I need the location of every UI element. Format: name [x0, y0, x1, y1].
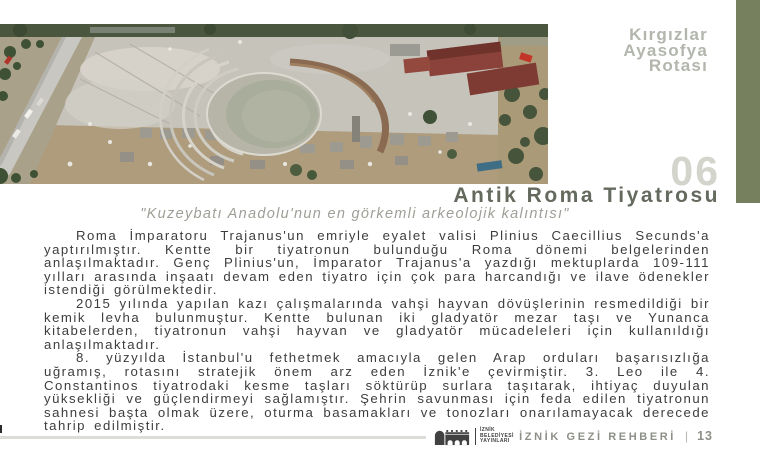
route-title-line: Kırgızlar [629, 25, 708, 44]
aerial-photo [0, 24, 548, 184]
section-quote: "Kuzeybatı Anadolu'nun en görkemli arkeolojik kalıntısı" [140, 206, 570, 222]
footer-right [519, 429, 713, 443]
footer-page-number: 13 [697, 429, 713, 443]
publisher-line: BELEDİYESİ [480, 432, 514, 439]
footer-separator: | [684, 429, 689, 443]
theatre-arena [207, 73, 321, 155]
section-heading: Antik Roma Tiyatrosu [453, 184, 720, 207]
paragraph: 2015 yılında yapılan kazı çalışmalarında vahşi hayvan dövüşlerinin resmedildiği bir kemik levha bulunmuştur. Kentte bulunan iki gladyatör mezar taşı ve Yunanca kitabelerden, tiyatronun vahşi hayvan ve gladyatör mücadeleleri için kullanıldığı anlaşılmaktadır. [44, 295, 710, 352]
paragraph: Roma İmparatoru Trajanus'un emriyle eyalet valisi Plinius Caecillius Secunds'a yaptırılmıştır. Kentte bir tiyatronun bulunduğu Roma dönemi belgelerinden anlaşılmaktadır. Genç Plinius'un, İmparator Trajanus'a yazdığı mektuplarda 109-111 yılları arasında inşaatı devam eden tiyatro için çok para harcandığı ve ilave ödenekler istendiği görülmektedir. [44, 228, 710, 298]
route-title-line: Ayasofya [623, 40, 708, 60]
iznik-gate-logo-icon [433, 426, 471, 447]
guide-title: İZNİK GEZİ REHBERİ [519, 431, 676, 443]
paragraph: 8. yüzyılda İstanbul'u fethetmek amacıyla gelen Arap orduları başarısızlığa uğramış, rotasını stratejik önem arz eden İznik'e çevirmiştir. 3. Leo ile 4. Constantinos tiyatrodaki kesme taşları söktürüp surlara taşıtarak, ihtiyaç duyulan yüksekliği ve güçlendirmeyi sağlamıştır. Şehrin savunması için feda edilen tiyatronun sahnesi başta olmak üzere, oturma basamakları ve tonozları onarılamayacak derecede tahrip edilmiştir. [44, 350, 710, 434]
aerial-photo-graphic [0, 24, 548, 184]
page-edge-mark [0, 425, 2, 433]
route-title-line: Rotası [648, 56, 708, 75]
publisher-line: İZNİK [480, 427, 496, 434]
stop-number: 06 [670, 148, 720, 194]
footer-rule [0, 436, 426, 439]
body-text [44, 229, 710, 433]
route-title [623, 27, 708, 74]
accent-bar [736, 0, 760, 203]
publisher-block [433, 426, 514, 447]
publisher-line: YAYINLARI [480, 438, 510, 445]
publisher-name [475, 428, 514, 445]
